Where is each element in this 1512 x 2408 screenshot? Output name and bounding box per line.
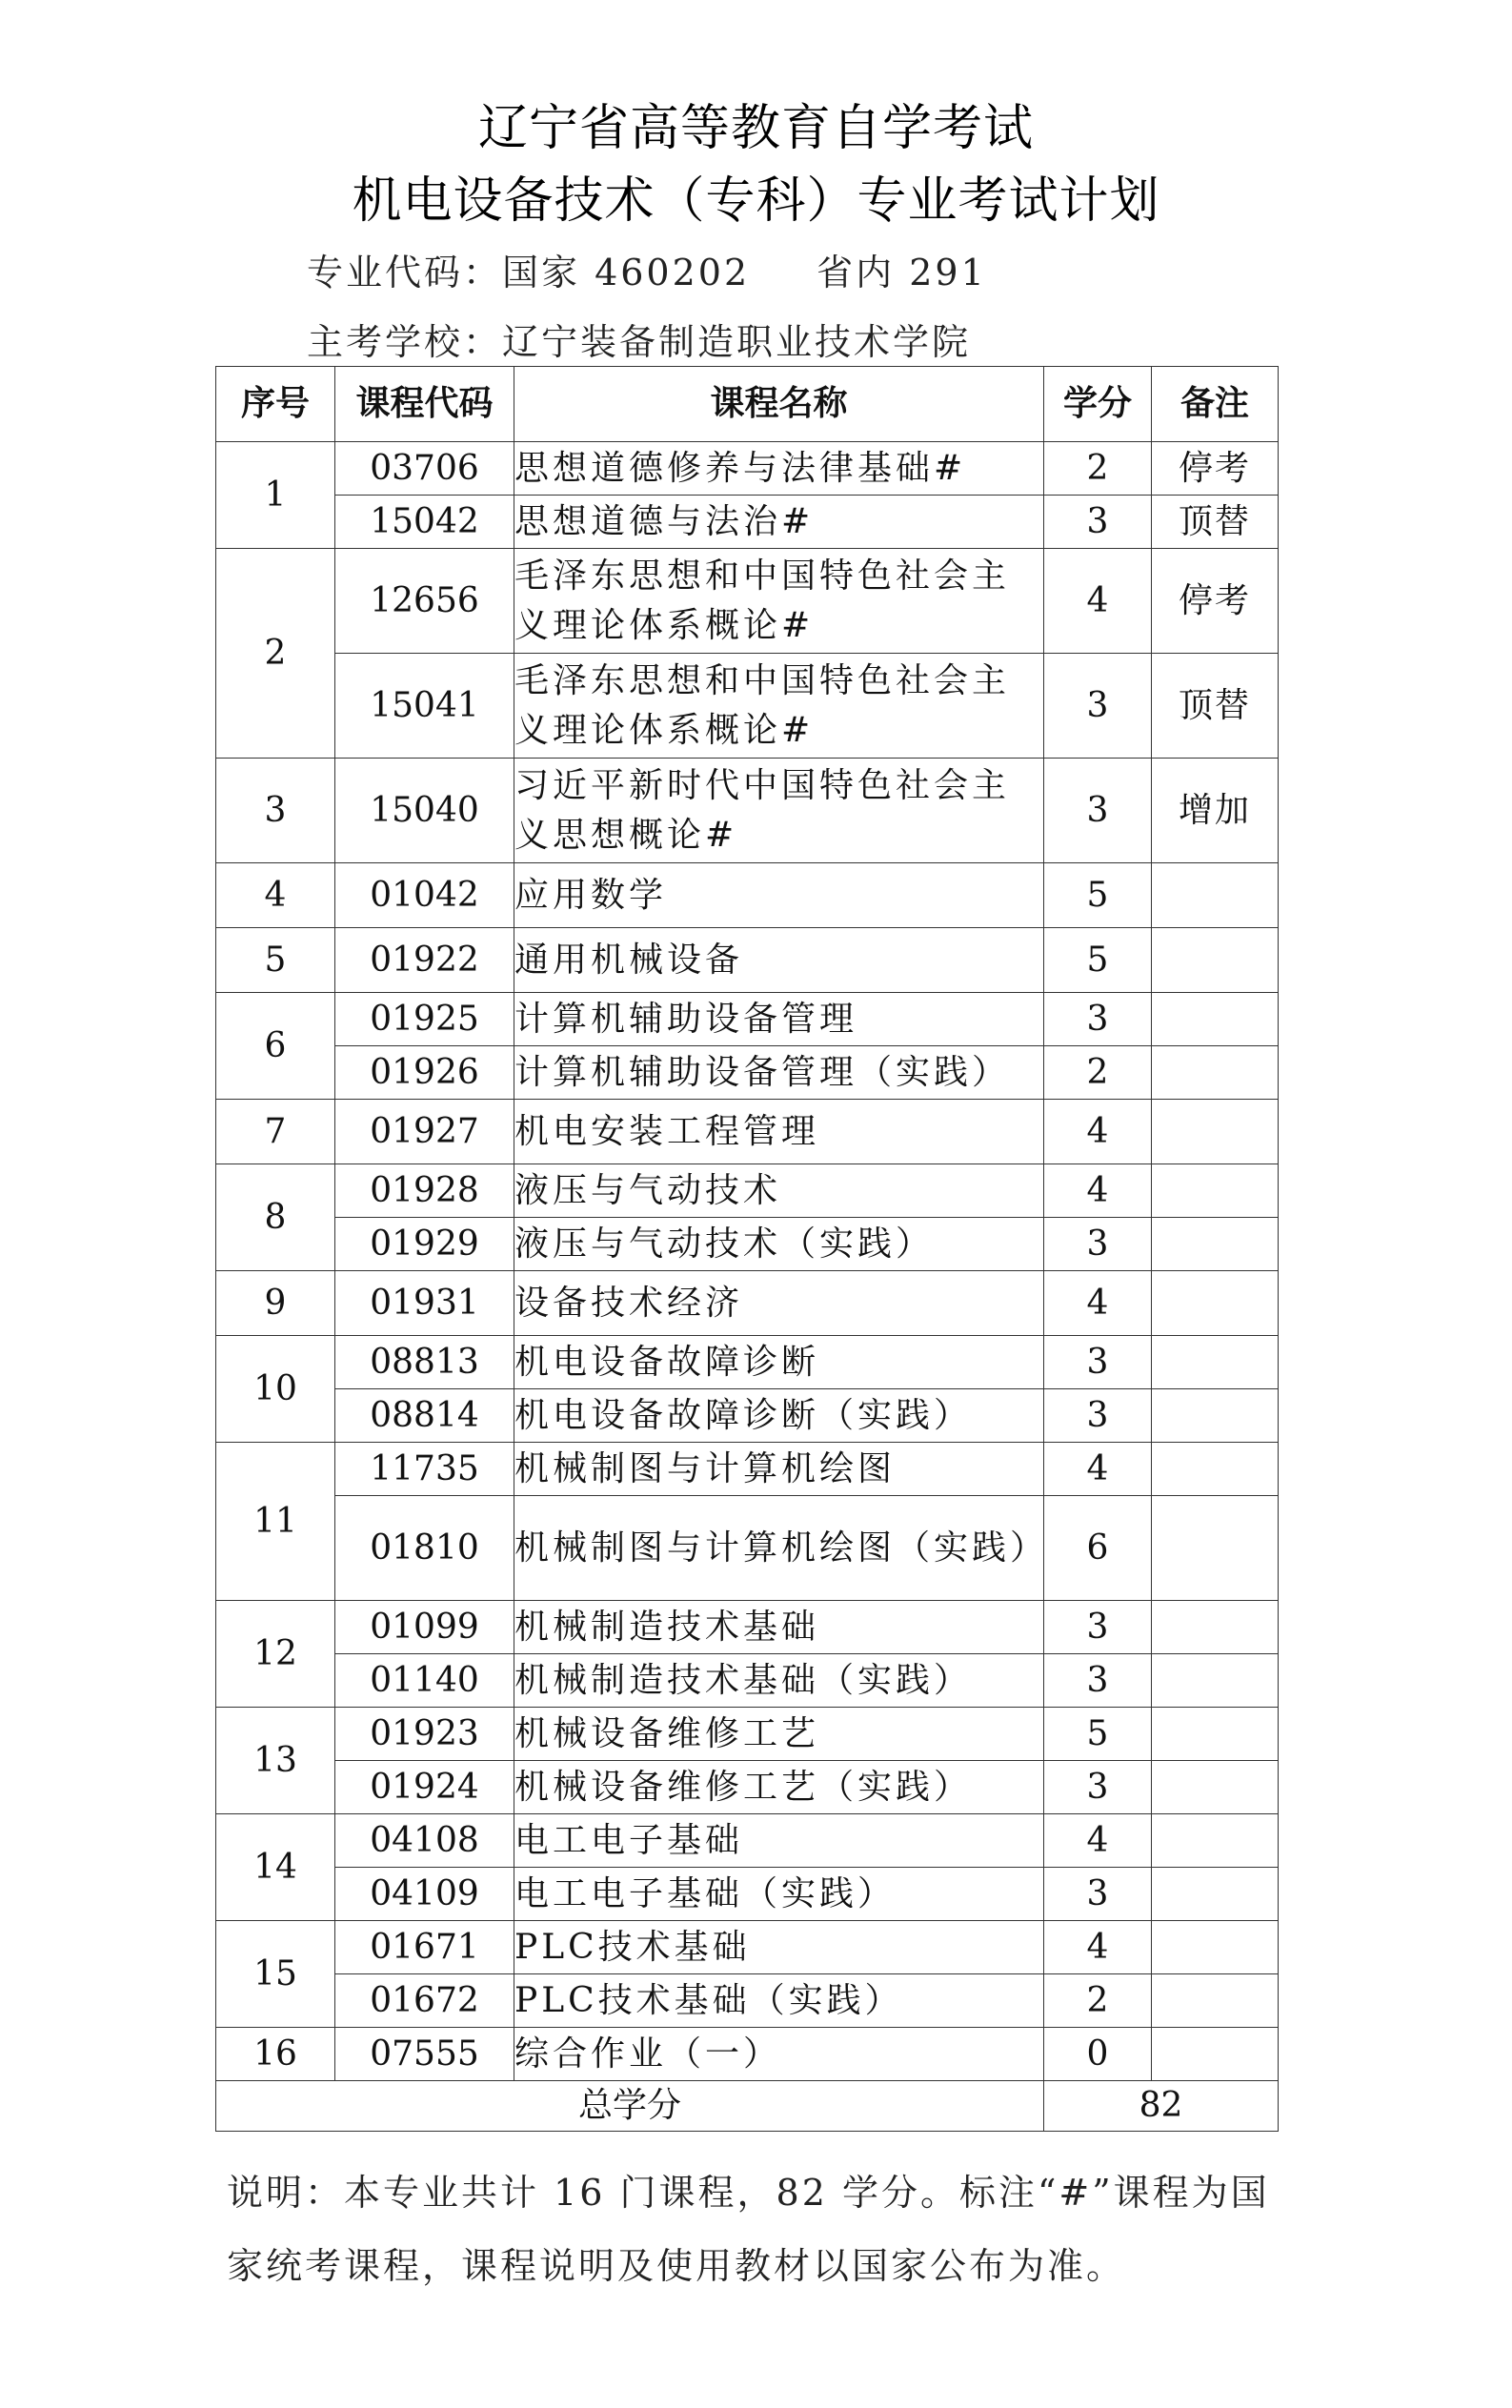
table-row [216,1761,1279,1814]
course-name: 机械制图与计算机绘图 [514,1443,1044,1496]
table-row [216,1921,1279,1974]
course-code: 07555 [335,2028,514,2081]
course-note: 停考 [1152,549,1279,654]
row-index: 12 [216,1601,335,1708]
course-name: 思想道德修养与法律基础# [514,442,1044,496]
course-credit: 3 [1044,654,1152,759]
row-index: 2 [216,549,335,759]
course-name: 计算机辅助设备管理 [514,993,1044,1046]
course-name: 机械制造技术基础（实践） [514,1654,1044,1708]
table-row [216,442,1279,496]
table-row [216,549,1279,654]
header-name: 课程名称 [514,367,1044,442]
explanation-line-1: 说明：本专业共计 16 门课程，82 学分。标注“#”课程为国 [227,2172,1270,2214]
course-credit: 3 [1044,1868,1152,1921]
table-row [216,1814,1279,1868]
course-code: 01926 [335,1046,514,1100]
course-credit: 4 [1044,1814,1152,1868]
course-code: 01925 [335,993,514,1046]
header-note: 备注 [1152,367,1279,442]
course-note [1152,1921,1279,1974]
course-name: 设备技术经济 [514,1271,1044,1336]
table-body [216,442,1279,2132]
table-row [216,1271,1279,1336]
course-note [1152,1868,1279,1921]
course-code: 01671 [335,1921,514,1974]
row-index: 1 [216,442,335,549]
course-name: 电工电子基础 [514,1814,1044,1868]
course-code: 01923 [335,1708,514,1761]
course-credit: 3 [1044,1389,1152,1443]
course-note [1152,1974,1279,2028]
row-index: 7 [216,1100,335,1164]
table-row [216,1389,1279,1443]
course-name: 液压与气动技术 [514,1164,1044,1218]
course-name: 机械设备维修工艺（实践） [514,1761,1044,1814]
course-credit: 5 [1044,928,1152,993]
row-index: 3 [216,759,335,863]
table-row [216,1443,1279,1496]
course-name: 机械设备维修工艺 [514,1708,1044,1761]
course-name: 计算机辅助设备管理（实践） [514,1046,1044,1100]
course-note [1152,993,1279,1046]
course-code: 12656 [335,549,514,654]
row-index: 9 [216,1271,335,1336]
course-credit: 0 [1044,2028,1152,2081]
table-row [216,1218,1279,1271]
course-note [1152,863,1279,928]
table-row [216,1708,1279,1761]
course-note [1152,1496,1279,1601]
course-name: 毛泽东思想和中国特色社会主义理论体系概论# [514,549,1044,654]
row-index: 10 [216,1336,335,1443]
course-credit: 4 [1044,1921,1152,1974]
course-note [1152,1443,1279,1496]
course-note [1152,1046,1279,1100]
total-row [216,2081,1279,2132]
table-row [216,1046,1279,1100]
course-note [1152,928,1279,993]
course-credit: 2 [1044,1974,1152,2028]
total-value: 82 [1044,2081,1279,2132]
course-name: 液压与气动技术（实践） [514,1218,1044,1271]
course-name: 机械制造技术基础 [514,1601,1044,1654]
course-note [1152,1708,1279,1761]
course-name: 通用机械设备 [514,928,1044,993]
course-name: PLC技术基础 [514,1921,1044,1974]
table-row [216,2028,1279,2081]
table-row [216,928,1279,993]
course-credit: 5 [1044,863,1152,928]
header-index: 序号 [216,367,335,442]
table-row [216,496,1279,549]
course-note [1152,1814,1279,1868]
course-code: 01931 [335,1271,514,1336]
school-line: 主考学校：辽宁装备制造职业技术学院 [307,321,972,363]
course-note [1152,1271,1279,1336]
explanation-line-2: 家统考课程，课程说明及使用教材以国家公布为准。 [227,2245,1126,2287]
header-code: 课程代码 [335,367,514,442]
course-name: 毛泽东思想和中国特色社会主义理论体系概论# [514,654,1044,759]
course-code: 15042 [335,496,514,549]
row-index: 8 [216,1164,335,1271]
course-name: PLC技术基础（实践） [514,1974,1044,2028]
course-note: 顶替 [1152,654,1279,759]
course-code: 03706 [335,442,514,496]
course-credit: 4 [1044,1164,1152,1218]
province-code: 省内 291 [816,252,987,293]
course-code: 01672 [335,1974,514,2028]
row-index: 16 [216,2028,335,2081]
table-row [216,759,1279,863]
course-note [1152,1654,1279,1708]
course-name: 机电安装工程管理 [514,1100,1044,1164]
course-code: 01922 [335,928,514,993]
course-credit: 6 [1044,1496,1152,1601]
course-credit: 3 [1044,1218,1152,1271]
course-code: 01929 [335,1218,514,1271]
course-code: 01810 [335,1496,514,1601]
course-code: 11735 [335,1443,514,1496]
course-credit: 3 [1044,993,1152,1046]
table-row [216,1496,1279,1601]
course-credit: 3 [1044,1761,1152,1814]
course-credit: 2 [1044,1046,1152,1100]
course-credit: 4 [1044,1271,1152,1336]
course-name: 机电设备故障诊断（实践） [514,1389,1044,1443]
table-row [216,1164,1279,1218]
course-note [1152,1761,1279,1814]
table-row [216,1601,1279,1654]
course-code: 15041 [335,654,514,759]
course-credit: 3 [1044,759,1152,863]
document-title: 辽宁省高等教育自学考试 [477,100,1034,157]
table-row [216,1654,1279,1708]
table-row [216,1336,1279,1389]
total-label: 总学分 [216,2081,1044,2132]
row-index: 14 [216,1814,335,1921]
course-note [1152,1218,1279,1271]
course-credit: 5 [1044,1708,1152,1761]
course-code: 04108 [335,1814,514,1868]
course-note: 增加 [1152,759,1279,863]
course-note [1152,1164,1279,1218]
course-code: 01042 [335,863,514,928]
table-row [216,863,1279,928]
course-code: 08813 [335,1336,514,1389]
row-index: 13 [216,1708,335,1814]
course-credit: 4 [1044,1443,1152,1496]
course-credit: 3 [1044,1336,1152,1389]
course-code: 01924 [335,1761,514,1814]
course-code: 08814 [335,1389,514,1443]
course-name: 机电设备故障诊断 [514,1336,1044,1389]
table-row [216,1100,1279,1164]
course-name: 机械制图与计算机绘图（实践） [514,1496,1044,1601]
course-code: 01099 [335,1601,514,1654]
table-row [216,654,1279,759]
course-credit: 4 [1044,1100,1152,1164]
major-code: 专业代码：国家 460202 [307,252,751,293]
course-name: 应用数学 [514,863,1044,928]
course-code: 15040 [335,759,514,863]
course-credit: 3 [1044,1601,1152,1654]
table-row [216,1868,1279,1921]
row-index: 15 [216,1921,335,2028]
row-index: 11 [216,1443,335,1601]
header-credit: 学分 [1044,367,1152,442]
table-row [216,993,1279,1046]
document-subtitle: 机电设备技术（专科）专业考试计划 [352,172,1160,230]
course-name: 电工电子基础（实践） [514,1868,1044,1921]
major-code-line [307,243,987,295]
course-credit: 4 [1044,549,1152,654]
course-name: 思想道德与法治# [514,496,1044,549]
course-credit: 2 [1044,442,1152,496]
course-note [1152,1601,1279,1654]
course-note [1152,1100,1279,1164]
course-code: 01927 [335,1100,514,1164]
course-name: 综合作业（一） [514,2028,1044,2081]
row-index: 6 [216,993,335,1100]
row-index: 5 [216,928,335,993]
course-credit: 3 [1044,1654,1152,1708]
course-note: 停考 [1152,442,1279,496]
course-note [1152,1389,1279,1443]
table-row [216,1974,1279,2028]
course-name: 习近平新时代中国特色社会主义思想概论# [514,759,1044,863]
course-note: 顶替 [1152,496,1279,549]
course-code: 01140 [335,1654,514,1708]
course-note [1152,2028,1279,2081]
course-note [1152,1336,1279,1389]
row-index: 4 [216,863,335,928]
course-code: 01928 [335,1164,514,1218]
exam-plan-table [215,366,1279,2132]
course-credit: 3 [1044,496,1152,549]
course-code: 04109 [335,1868,514,1921]
